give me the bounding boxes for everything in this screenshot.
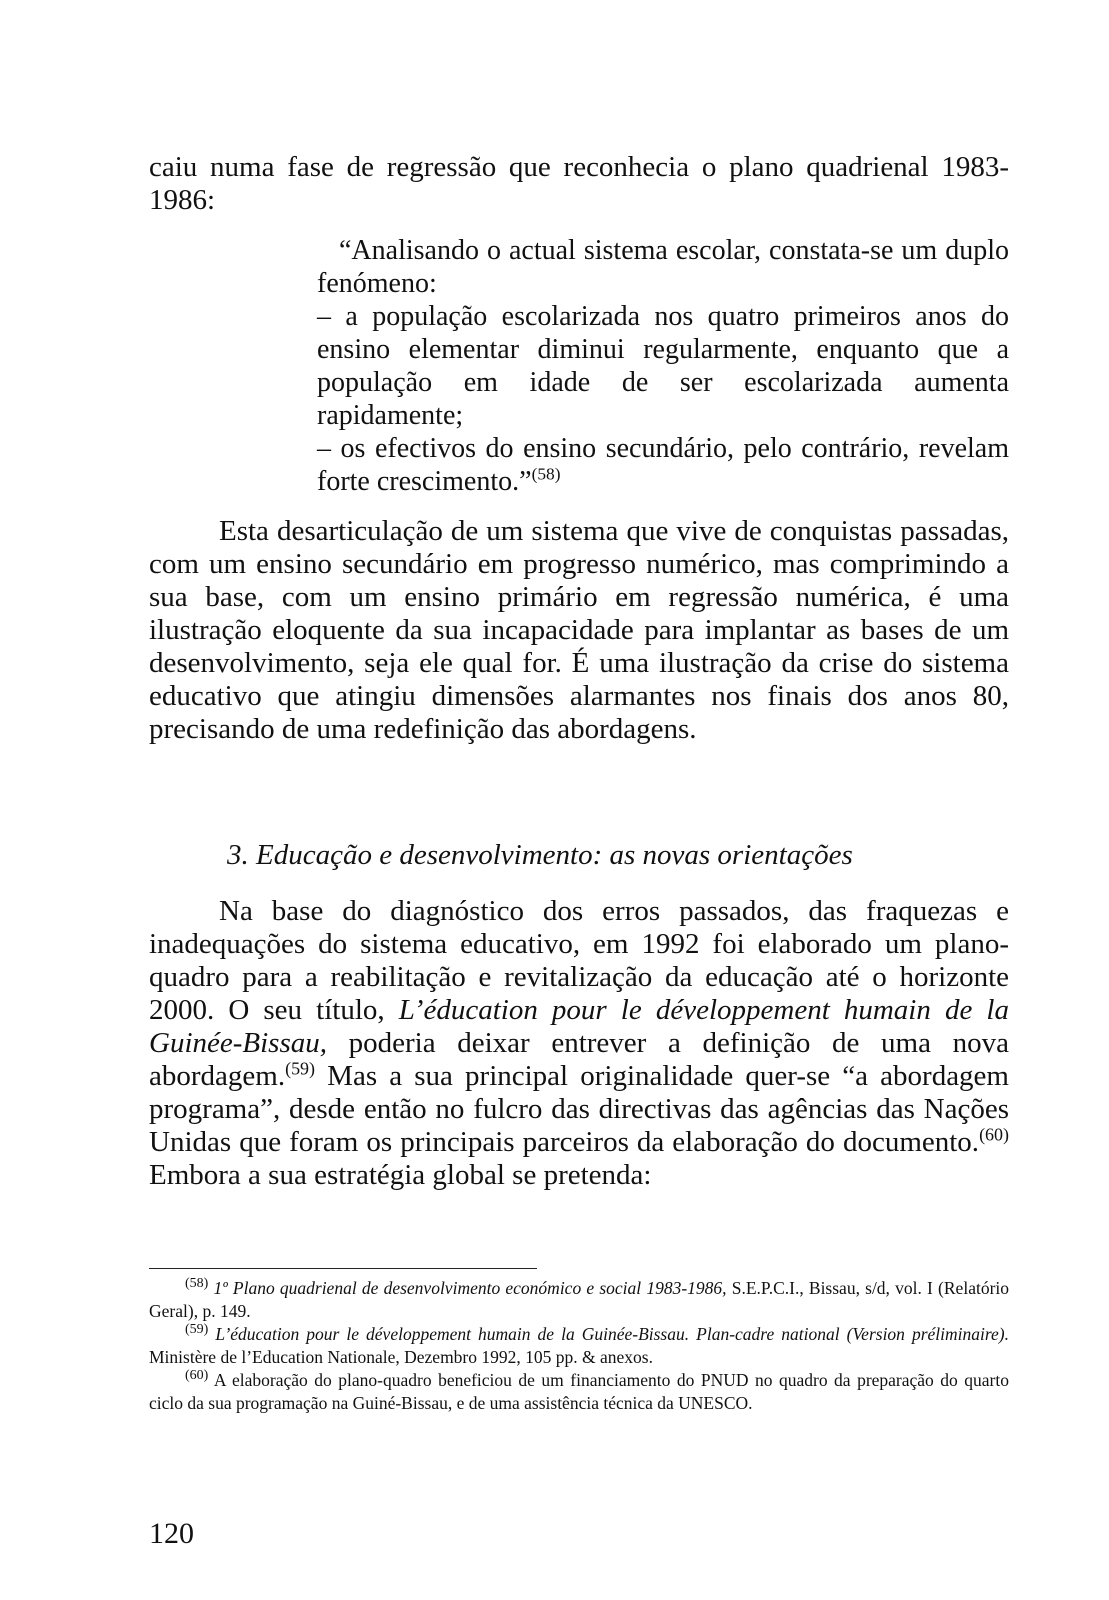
footnote-text: A elaboração do plano-quadro beneficiou de um financiamento do PNUD no quadro da preparação do quarto ciclo da sua programação na Guiné-Bissau, e de uma assistência técnica da UNESCO.: [149, 1370, 1009, 1413]
paragraph-2: Esta desarticulação de um sistema que vive de conquistas passadas, com um ensino secundário em progresso numérico, mas comprimindo a sua base, com um ensino primário em regressão numérica, é uma ilustração eloquente da sua incapacidade para implantar as bases de um desenvolvimento, seja ele qual for. É uma ilustração da crise do sistema educativo que atingiu dimensões alarmantes nos finais dos anos 80, precisando de uma redefinição das abordagens.: [149, 515, 1009, 745]
footnote-59: [149, 1323, 1009, 1369]
footnote-italic: L’éducation pour le développement humain de la Guinée-Bissau. Plan-cadre national (Version préliminaire).: [215, 1324, 1009, 1344]
quote-item-1: – a população escolarizada nos quatro primeiros anos do ensino elementar diminui regularmente, enquanto que a população em idade de ser escolarizada aumenta rapidamente;: [317, 301, 1009, 431]
footnote-divider: [149, 1268, 537, 1269]
page-number: 120: [149, 1517, 194, 1550]
paragraph-3-part-d: Embora a sua estratégia global se pretenda:: [149, 1159, 652, 1191]
section-heading: 3. Educação e desenvolvimento: as novas orientações: [227, 839, 853, 871]
quote-item-2-text: – os efectivos do ensino secundário, pelo contrário, revelam forte crescimento.”: [317, 433, 1009, 497]
paragraph-3-part-a: Na base do diagnóstico dos erros passados, das fraquezas e inadequações do sistema educativo, em 1992 foi elaborado um plano-quadro para a reabilitação e revitalização da educação até o horizonte 2000. O seu título,: [149, 895, 1009, 1026]
paragraph-3-part-b: poderia deixar entrever a definição de uma nova abordagem.: [149, 1027, 1009, 1092]
quote-intro: “Analisando o actual sistema escolar, constata-se um duplo fenómeno:: [317, 235, 1009, 299]
paragraph-3-part-c: Mas a sua principal originalidade quer-se “a abordagem programa”, desde então no fulcro das directivas das agências das Nações Unidas que foram os principais parceiros da elaboração do documento.: [149, 1060, 1009, 1158]
paragraph-3: [149, 895, 1009, 1192]
footnote-text: S.E.P.C.I., Bissau, s/d, vol. I (Relatório Geral), p. 149.: [149, 1278, 1010, 1321]
footnote-58: [149, 1277, 1009, 1323]
footnote-ref-59: (59): [285, 1058, 316, 1079]
footnote-marker: (59): [185, 1322, 209, 1338]
footnote-marker: (60): [185, 1368, 209, 1384]
footnote-text: Ministère de l’Education Nationale, Dezembro 1992, 105 pp. & anexos.: [149, 1347, 653, 1367]
footnote-ref-60: (60): [979, 1124, 1009, 1145]
opening-paragraph: caiu numa fase de regressão que reconhecia o plano quadrienal 1983-1986:: [149, 151, 1009, 216]
footnotes: [149, 1277, 1009, 1415]
footnote-italic: 1º Plano quadrienal de desenvolvimento económico e social 1983-1986,: [213, 1278, 727, 1298]
footnote-60: [149, 1369, 1009, 1415]
footnote-ref-58: (58): [531, 464, 561, 484]
quote-item-2: [317, 432, 1009, 498]
block-quote: [317, 234, 1009, 498]
document-title-italic: L’éducation pour le développement humain de la Guinée-Bissau,: [149, 994, 1009, 1059]
footnote-marker: (58): [185, 1276, 209, 1292]
